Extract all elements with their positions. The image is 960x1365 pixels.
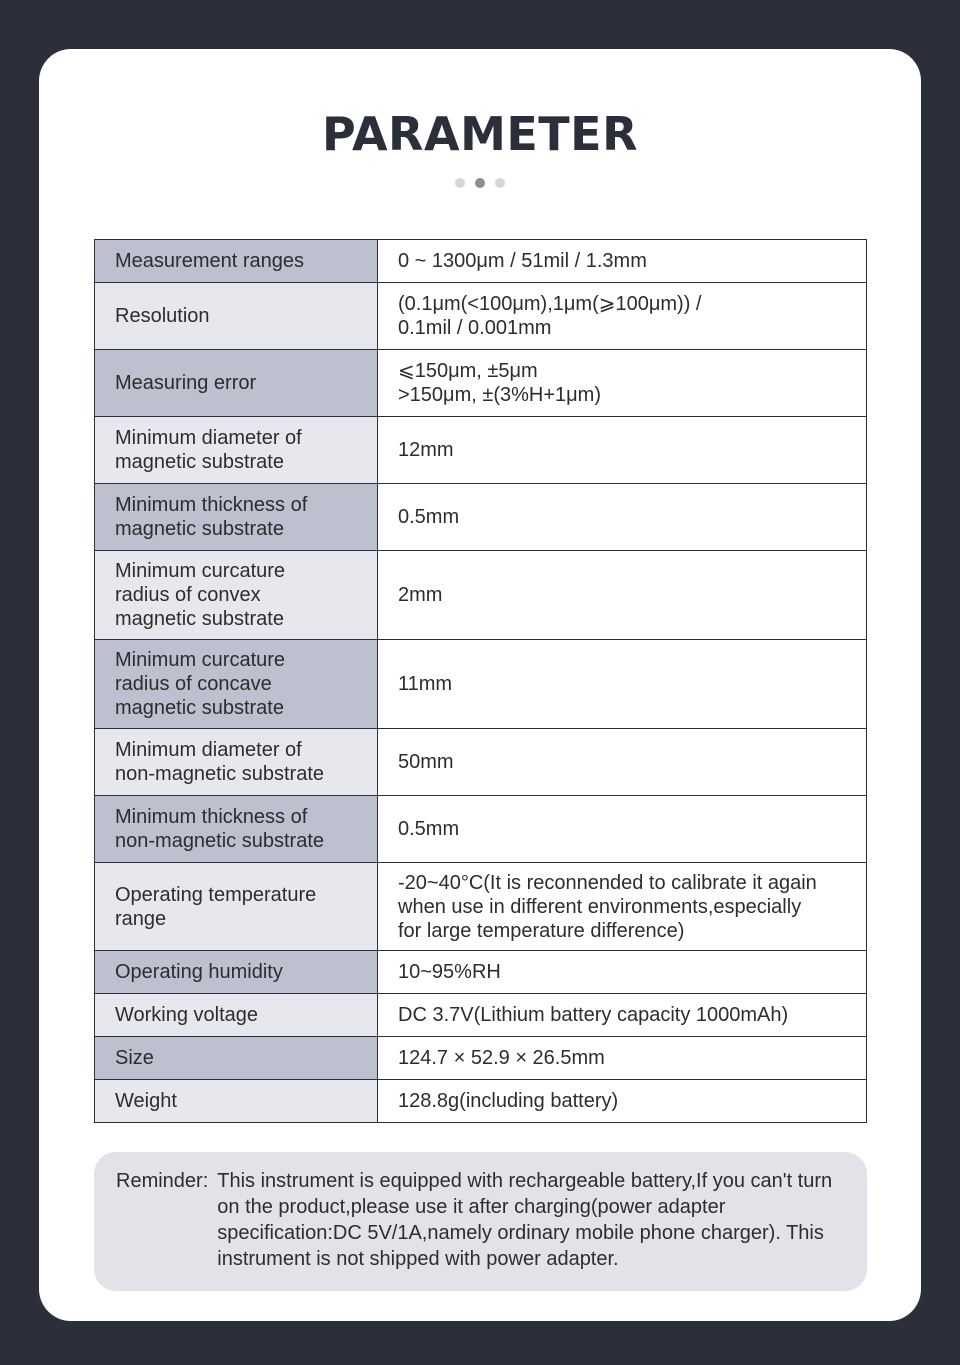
- table-row: [95, 1037, 867, 1080]
- table-row: [95, 1080, 867, 1123]
- table-row: [95, 484, 867, 551]
- param-value: 10~95%RH: [378, 951, 867, 994]
- param-value: 11mm: [378, 640, 867, 729]
- table-row: [95, 640, 867, 729]
- page-title: PARAMETER: [321, 107, 639, 161]
- pagination-dot[interactable]: [495, 178, 505, 188]
- param-value: (0.1μm(<100μm),1μm(⩾100μm)) / 0.1mil / 0.001mm: [378, 283, 867, 350]
- param-label: Minimum thickness of magnetic substrate: [95, 484, 378, 551]
- param-label: Operating humidity: [95, 951, 378, 994]
- param-value: DC 3.7V(Lithium battery capacity 1000mAh): [378, 994, 867, 1037]
- param-value: 50mm: [378, 729, 867, 796]
- table-row: [95, 551, 867, 640]
- param-value: -20~40°C(It is reconnended to calibrate it again when use in different environments,especially for large temperature difference): [378, 863, 867, 951]
- reminder-box: [94, 1152, 867, 1291]
- table-row: [95, 729, 867, 796]
- param-value: 12mm: [378, 417, 867, 484]
- param-label: Operating temperature range: [95, 863, 378, 951]
- param-label: Minimum diameter of non-magnetic substrate: [95, 729, 378, 796]
- param-label: Minimum diameter of magnetic substrate: [95, 417, 378, 484]
- param-label: Measurement ranges: [95, 240, 378, 283]
- param-label: Weight: [95, 1080, 378, 1123]
- pagination-dot[interactable]: [455, 178, 465, 188]
- param-value: 124.7 × 52.9 × 26.5mm: [378, 1037, 867, 1080]
- param-label: Minimum thickness of non-magnetic substrate: [95, 796, 378, 863]
- param-value: 0.5mm: [378, 796, 867, 863]
- param-value: 2mm: [378, 551, 867, 640]
- parameter-table: [94, 239, 867, 1123]
- table-row: [95, 796, 867, 863]
- param-value: 0 ~ 1300μm / 51mil / 1.3mm: [378, 240, 867, 283]
- table-row: [95, 417, 867, 484]
- pagination-dots: [0, 178, 960, 188]
- table-row: [95, 350, 867, 417]
- param-label: Size: [95, 1037, 378, 1080]
- table-row: [95, 240, 867, 283]
- param-value: ⩽150μm, ±5μm >150μm, ±(3%H+1μm): [378, 350, 867, 417]
- param-label: Minimum curcature radius of convex magnetic substrate: [95, 551, 378, 640]
- param-label: Resolution: [95, 283, 378, 350]
- pagination-dot-active[interactable]: [475, 178, 485, 188]
- table-row: [95, 994, 867, 1037]
- param-value: 0.5mm: [378, 484, 867, 551]
- param-value: 128.8g(including battery): [378, 1080, 867, 1123]
- table-row: [95, 863, 867, 951]
- reminder-label: Reminder:: [116, 1170, 209, 1192]
- reminder-text: This instrument is equipped with rechargeable battery,If you can't turn on the product,please use it after charging(power adapter specification:DC 5V/1A,namely ordinary mobile phone charger). This instrument is not shipped with power adapter.: [217, 1170, 833, 1270]
- param-label: Working voltage: [95, 994, 378, 1037]
- param-label: Measuring error: [95, 350, 378, 417]
- param-label: Minimum curcature radius of concave magnetic substrate: [95, 640, 378, 729]
- table-row: [95, 951, 867, 994]
- table-row: [95, 283, 867, 350]
